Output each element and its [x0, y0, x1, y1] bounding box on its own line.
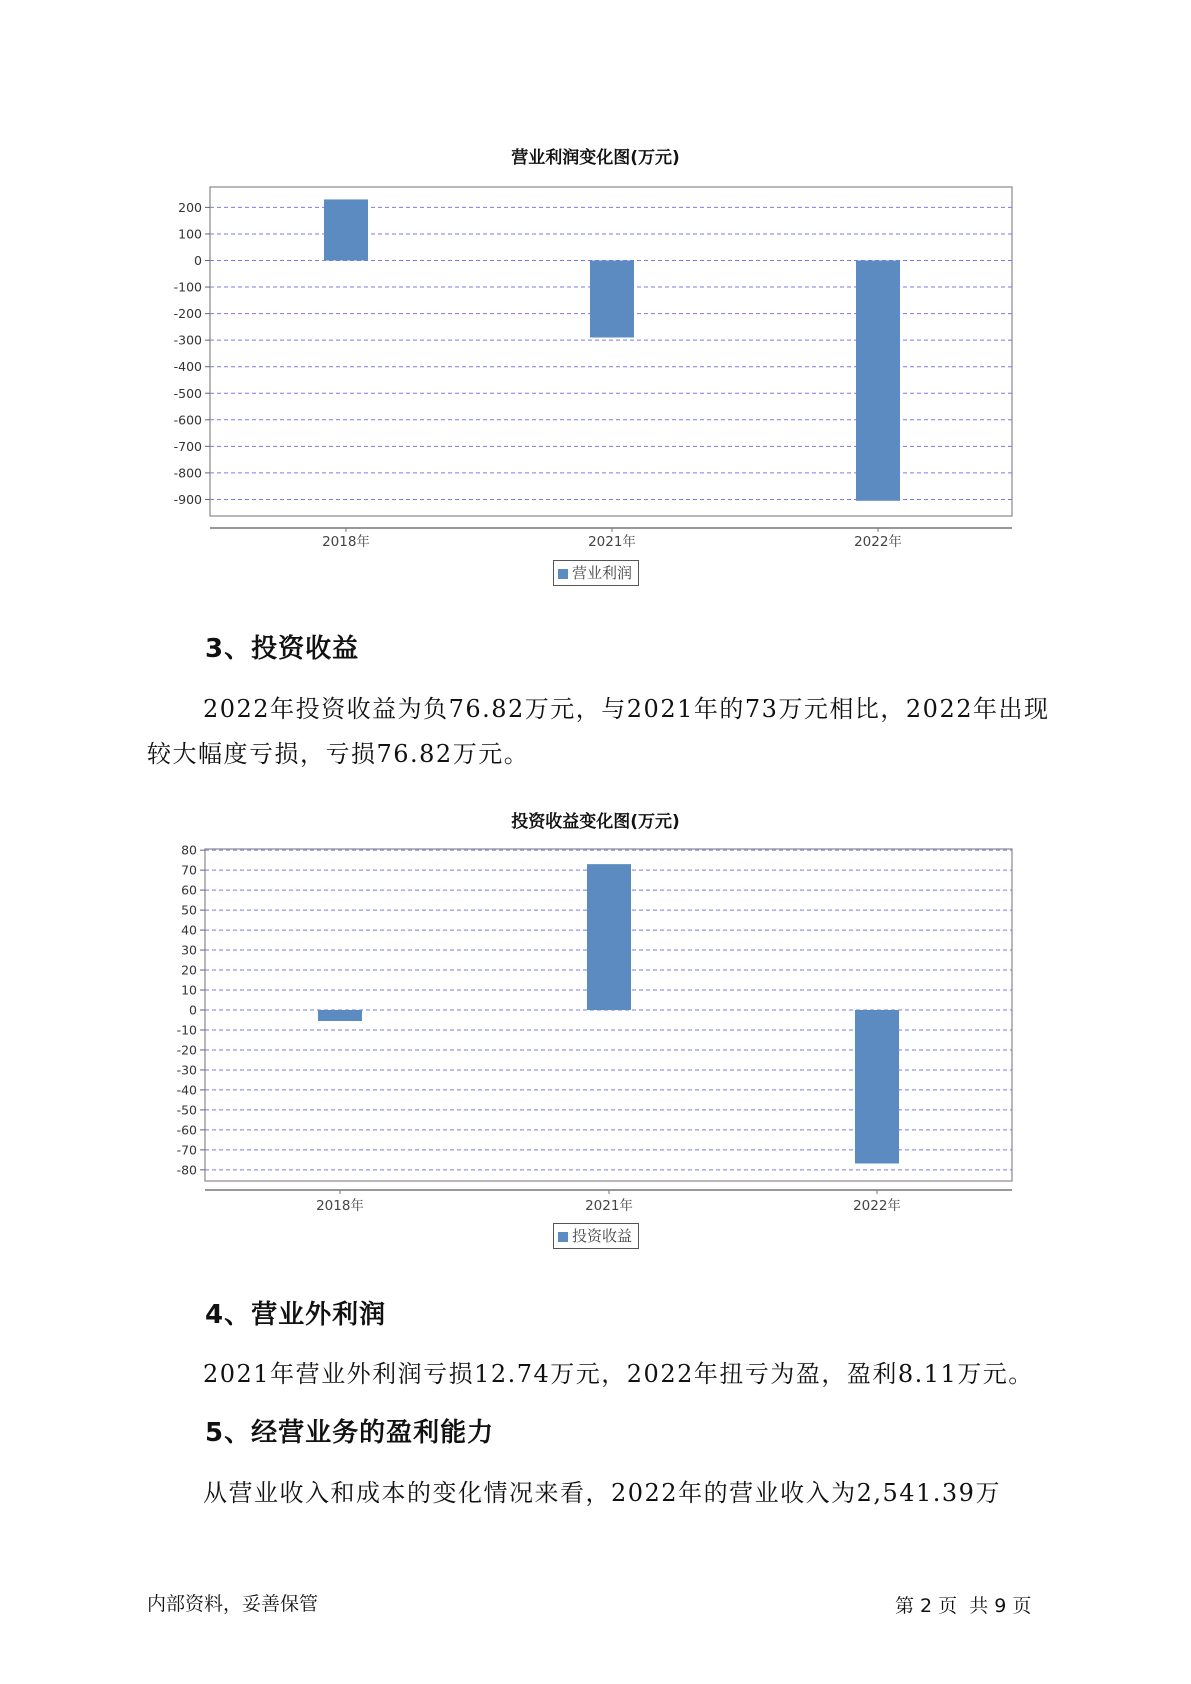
y-tick-label: 30: [181, 942, 197, 958]
y-tick-label: 0: [189, 1002, 197, 1018]
y-tick-label: 200: [178, 199, 202, 215]
legend-swatch: [558, 1232, 568, 1242]
y-tick-label: -40: [176, 1082, 197, 1098]
x-tick-label: 2018年: [322, 534, 370, 550]
y-tick-label: 40: [181, 922, 197, 938]
y-tick-label: -100: [173, 279, 202, 295]
y-tick-label: -60: [176, 1122, 197, 1138]
bar: [855, 1010, 899, 1163]
x-tick-label: 2018年: [316, 1198, 364, 1214]
section-4-heading: 4、营业外利润: [205, 1300, 387, 1330]
x-tick-label: 2022年: [854, 534, 902, 550]
section-5-heading: 5、经营业务的盈利能力: [205, 1418, 495, 1448]
legend-label: 投资收益: [572, 1227, 633, 1245]
y-tick-label: 20: [181, 962, 197, 978]
bar: [587, 864, 631, 1010]
y-tick-label: -600: [173, 412, 202, 428]
section-3-paragraph-line-2: 较大幅度亏损，亏损76.82万元。: [147, 740, 530, 768]
y-tick-label: -30: [176, 1062, 197, 1078]
y-tick-label: -900: [173, 491, 202, 507]
section-5-paragraph-line-1: 从营业收入和成本的变化情况来看，2022年的营业收入为2,541.39万: [203, 1479, 1001, 1507]
legend-label: 营业利润: [572, 564, 633, 582]
footer-page-number: 第 2 页 共 9 页: [895, 1595, 1032, 1617]
section-4-paragraph-line-1: 2021年营业外利润亏损12.74万元，2022年扭亏为盈，盈利8.11万元。: [203, 1360, 1034, 1388]
y-tick-label: 60: [181, 882, 197, 898]
y-tick-label: -10: [176, 1022, 197, 1038]
chart-title: 投资收益变化图(万元): [511, 812, 680, 832]
footer-confidential-note: 内部资料，妥善保管: [147, 1593, 319, 1615]
y-tick-label: -70: [176, 1142, 197, 1158]
section-3-heading: 3、投资收益: [205, 634, 360, 664]
y-tick-label: -700: [173, 438, 202, 454]
y-tick-label: -50: [176, 1102, 197, 1118]
x-tick-label: 2022年: [853, 1198, 901, 1214]
y-tick-label: -400: [173, 359, 202, 375]
y-tick-label: 10: [181, 982, 197, 998]
y-tick-label: 50: [181, 902, 197, 918]
y-tick-label: 80: [181, 842, 197, 858]
y-tick-label: -20: [176, 1042, 197, 1058]
y-tick-label: -800: [173, 465, 202, 481]
section-3-paragraph-line-1: 2022年投资收益为负76.82万元，与2021年的73万元相比，2022年出现: [203, 695, 1050, 723]
bar: [318, 1010, 362, 1021]
y-tick-label: -300: [173, 332, 202, 348]
x-tick-label: 2021年: [588, 534, 636, 550]
y-tick-label: 0: [194, 253, 202, 268]
y-tick-label: 70: [181, 862, 197, 878]
chart-title: 营业利润变化图(万元): [511, 148, 680, 168]
y-tick-label: -80: [176, 1162, 197, 1178]
y-tick-label: -200: [173, 306, 202, 322]
y-tick-label: 100: [178, 226, 202, 242]
y-tick-label: -500: [173, 385, 202, 401]
chart-legend: [553, 1223, 639, 1249]
x-tick-label: 2021年: [585, 1198, 633, 1214]
